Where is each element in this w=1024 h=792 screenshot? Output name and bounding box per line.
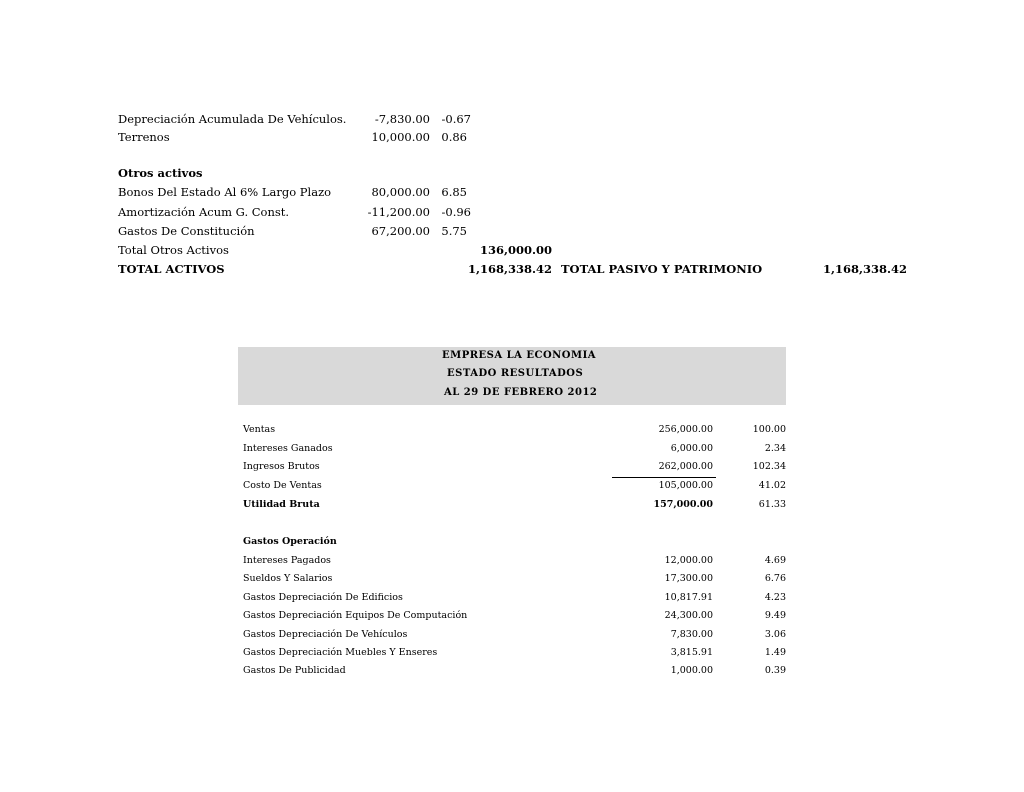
balance-row-label: Gastos De Constitución [118, 224, 255, 238]
balance-row-pct: 6.85 [441, 185, 467, 199]
otros-activos-heading: Otros activos [118, 166, 203, 180]
balance-row-pct: -0.96 [441, 205, 471, 219]
income-row-pct: 100.00 [752, 424, 786, 435]
balance-row-amount: 67,200.00 [371, 224, 430, 238]
income-row-amount: 157,000.00 [653, 499, 713, 510]
total-otros-activos-value: 136,000.00 [479, 243, 552, 257]
total-activos-label: TOTAL ACTIVOS [118, 262, 225, 276]
income-row-label: Gastos Depreciación De Edificios [243, 592, 403, 603]
balance-row-amount: 80,000.00 [371, 185, 430, 199]
total-pasivo-patrimonio-value: 1,168,338.42 [822, 262, 907, 276]
statement-title: ESTADO RESULTADOS [447, 368, 584, 379]
total-activos-value: 1,168,338.42 [467, 262, 552, 276]
balance-row-amount: -7,830.00 [374, 112, 430, 126]
income-row-amount: 3,815.91 [670, 647, 713, 658]
income-row-amount: 256,000.00 [658, 424, 713, 435]
balance-row-pct: 0.86 [441, 130, 467, 144]
income-row-pct: 9.49 [764, 610, 786, 621]
balance-row-amount: -11,200.00 [367, 205, 430, 219]
income-row-pct: 102.34 [752, 461, 786, 472]
income-row-label: Gastos Depreciación Equipos De Computación [243, 610, 468, 621]
gastos-operacion-heading: Gastos Operación [243, 536, 337, 547]
income-row-amount: 6,000.00 [670, 443, 713, 454]
balance-row-label: Amortización Acum G. Const. [118, 205, 290, 219]
income-row-label: Costo De Ventas [243, 480, 322, 491]
income-row-label: Gastos Depreciación Muebles Y Enseres [243, 647, 438, 658]
balance-row-label: Depreciación Acumulada De Vehículos. [118, 112, 347, 126]
income-row-pct: 4.23 [764, 592, 786, 603]
total-pasivo-patrimonio-label: TOTAL PASIVO Y PATRIMONIO [561, 262, 763, 276]
balance-row-pct: 5.75 [441, 224, 467, 238]
income-row-pct: 3.06 [764, 629, 786, 640]
income-row-pct: 41.02 [758, 480, 786, 491]
income-row-amount: 10,817.91 [664, 592, 713, 603]
income-row-pct: 4.69 [764, 555, 786, 566]
income-row-label: Ingresos Brutos [243, 461, 320, 472]
balance-row-pct: -0.67 [441, 112, 471, 126]
income-row-amount: 262,000.00 [658, 461, 713, 472]
balance-row-label: Terrenos [118, 130, 170, 144]
income-row-pct: 1.49 [764, 647, 786, 658]
income-row-amount: 17,300.00 [664, 573, 713, 584]
company-name: EMPRESA LA ECONOMIA [442, 350, 597, 361]
statement-date: AL 29 DE FEBRERO 2012 [444, 387, 598, 398]
income-row-label: Intereses Pagados [243, 555, 331, 566]
balance-row-amount: 10,000.00 [371, 130, 430, 144]
income-row-pct: 61.33 [758, 499, 786, 510]
income-row-pct: 0.39 [764, 665, 786, 676]
income-row-amount: 7,830.00 [670, 629, 713, 640]
income-row-pct: 6.76 [764, 573, 786, 584]
income-row-label: Intereses Ganados [243, 443, 333, 454]
total-otros-activos-label: Total Otros Activos [118, 243, 229, 257]
income-row-label: Gastos De Publicidad [243, 665, 346, 676]
income-row-amount: 24,300.00 [664, 610, 713, 621]
income-row-amount: 12,000.00 [664, 555, 713, 566]
income-row-amount: 105,000.00 [658, 480, 713, 491]
balance-row-label: Bonos Del Estado Al 6% Largo Plazo [118, 185, 332, 199]
subtotal-rule [612, 477, 716, 478]
income-row-pct: 2.34 [764, 443, 786, 454]
income-row-amount: 1,000.00 [670, 665, 713, 676]
income-row-label: Ventas [243, 424, 276, 435]
income-row-label: Utilidad Bruta [243, 499, 320, 510]
income-row-label: Sueldos Y Salarios [243, 573, 333, 584]
income-row-label: Gastos Depreciación De Vehículos [243, 629, 408, 640]
